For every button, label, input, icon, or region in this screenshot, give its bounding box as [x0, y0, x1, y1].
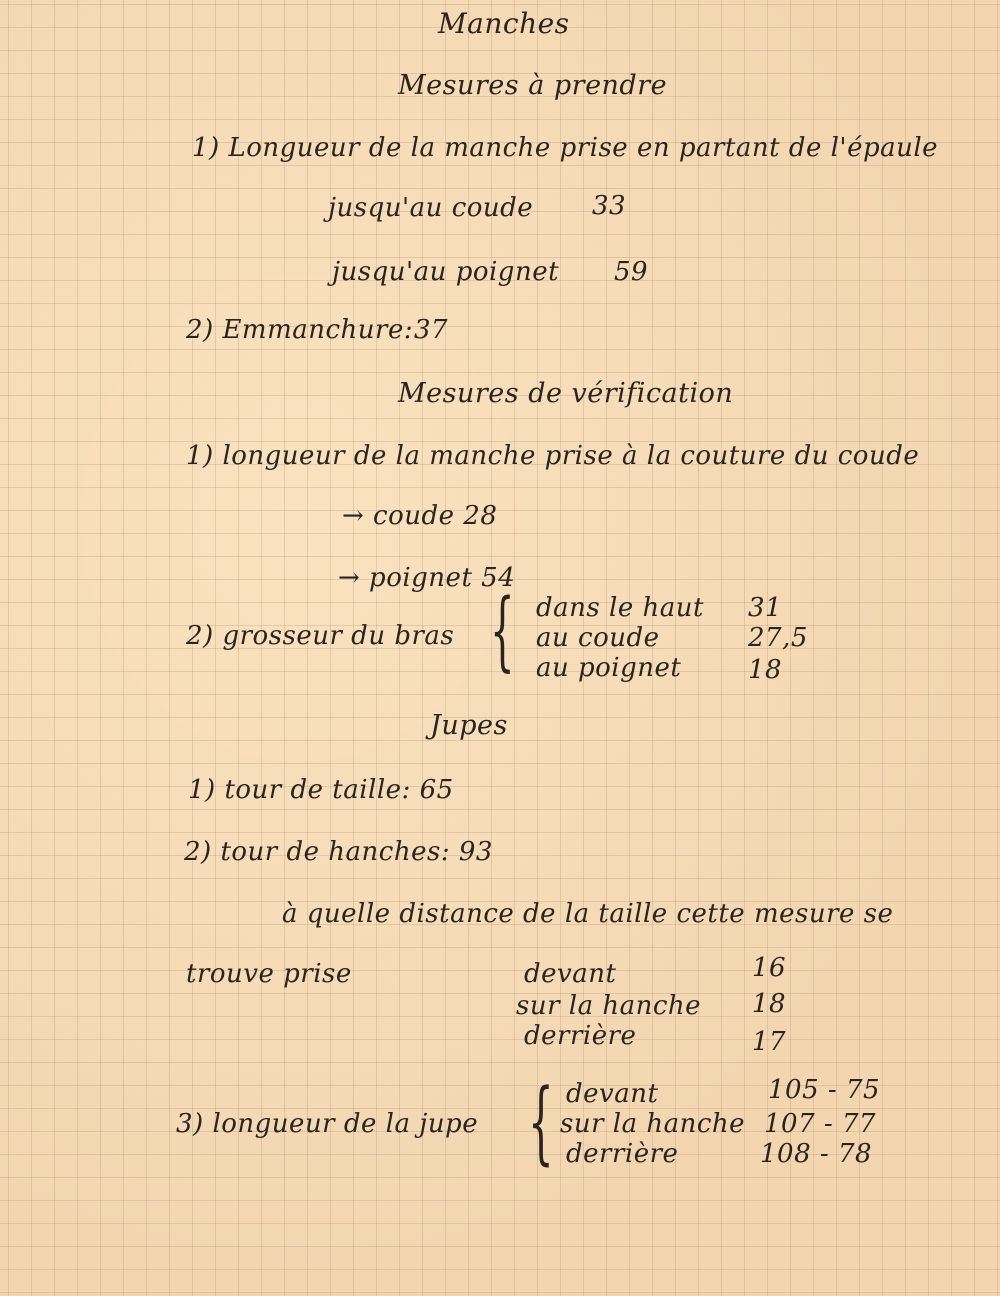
trouve-prise: trouve prise [186, 959, 352, 989]
jusqu-au-poignet-label: jusqu'au poignet [332, 257, 560, 287]
jusqu-au-coude-label: jusqu'au coude [328, 193, 534, 223]
distance-value-devant: 16 [752, 953, 787, 983]
verification-poignet: → poignet 54 [338, 563, 516, 593]
jusqu-au-poignet-value: 59 [614, 257, 649, 287]
tour-de-hanches: 2) tour de hanches: 93 [184, 837, 493, 867]
jupe-label-devant: devant [566, 1079, 659, 1109]
jusqu-au-coude-value: 33 [592, 191, 627, 221]
tour-de-taille: 1) tour de taille: 65 [188, 775, 454, 805]
bras-label-poignet: au poignet [536, 653, 682, 683]
bras-label-coude: au coude [536, 623, 660, 653]
emmanchure-label: 2) Emmanchure: [186, 315, 414, 345]
bras-value-poignet: 18 [748, 655, 783, 685]
grosseur-du-bras-label: 2) grosseur du bras [186, 621, 455, 651]
brace-jupe: { [528, 1070, 554, 1175]
section-heading-mesures-prendre: Mesures à prendre [398, 70, 668, 101]
distance-label-derriere: derrière [524, 1021, 637, 1051]
bras-label-haut: dans le haut [536, 593, 704, 623]
page-title: Manches [438, 7, 570, 40]
distance-value-hanche: 18 [752, 989, 787, 1019]
bras-value-coude: 27,5 [748, 623, 808, 653]
distance-label-hanche: sur la hanche [516, 991, 702, 1021]
bras-value-haut: 31 [748, 593, 783, 623]
jupe-value-hanche: 107 - 77 [764, 1109, 877, 1139]
brace-bras: { [490, 581, 515, 681]
section-heading-mesures-verification: Mesures de vérification [398, 378, 734, 409]
emmanchure-value: 37 [414, 315, 449, 345]
distance-value-derriere: 17 [752, 1027, 787, 1057]
jupe-value-derriere: 108 - 78 [760, 1139, 873, 1169]
section-heading-jupes: Jupes [430, 710, 508, 741]
jupe-label-derriere: derrière [566, 1139, 679, 1169]
distance-label-devant: devant [524, 959, 617, 989]
mesure-longueur-manche: 1) Longueur de la manche prise en partant de l'épaule [192, 133, 939, 163]
longueur-de-la-jupe-label: 3) longueur de la jupe [176, 1109, 479, 1139]
verification-longueur-manche: 1) longueur de la manche prise à la couture du coude [186, 441, 920, 471]
verification-coude: → coude 28 [342, 501, 498, 531]
jupe-label-hanche: sur la hanche [560, 1109, 746, 1139]
jupe-value-devant: 105 - 75 [768, 1075, 881, 1105]
question-distance: à quelle distance de la taille cette mesure se [282, 899, 894, 929]
